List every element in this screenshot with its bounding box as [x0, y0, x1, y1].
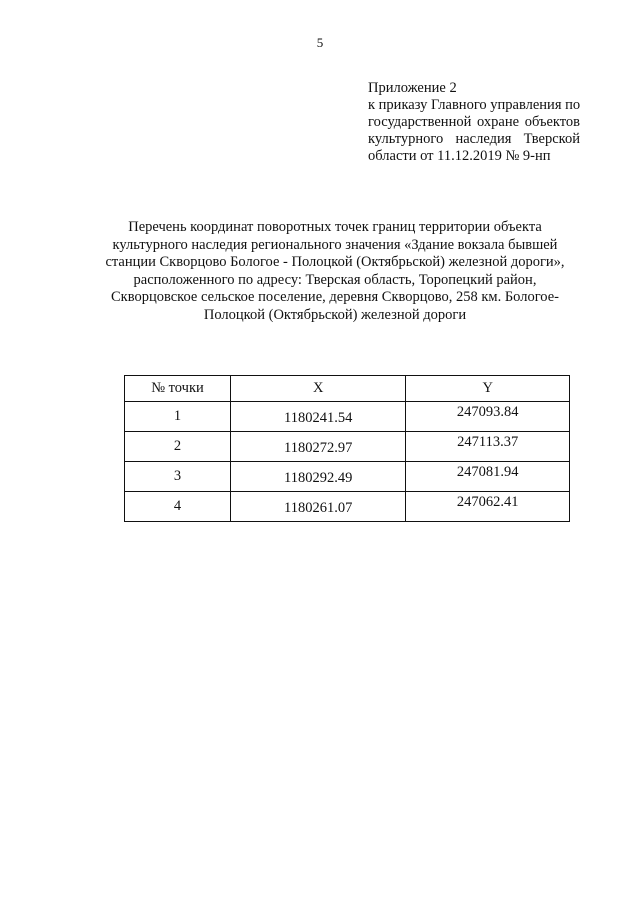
table-header-row — [125, 376, 570, 402]
header-y: Y — [406, 376, 570, 402]
heading-line: культурного наследия регионального значения «Здание вокзала бывшей — [112, 236, 558, 253]
cell-x: 1180272.97 — [230, 432, 405, 462]
cell-y: 247062.41 — [406, 492, 570, 522]
cell-x: 1180241.54 — [230, 402, 405, 432]
appendix-line: культурного наследия Тверской — [368, 131, 580, 147]
cell-point-number: 2 — [125, 432, 231, 462]
appendix-block — [368, 80, 580, 165]
cell-point-number: 3 — [125, 462, 231, 492]
heading-line: расположенного по адресу: Тверская область, Торопецкий район, — [133, 271, 537, 288]
header-point-number: № точки — [125, 376, 231, 402]
cell-point-number: 4 — [125, 492, 231, 522]
appendix-title: Приложение 2 — [368, 80, 457, 96]
heading-line: Скворцовское сельское поселение, деревня Скворцово, 258 км. Бологое- — [110, 289, 559, 306]
appendix-line: государственной охране объектов — [368, 114, 580, 130]
heading-line: станции Скворцово Бологое - Полоцкой (Октябрьской) железной дороги», — [105, 254, 565, 271]
appendix-line: области от 11.12.2019 № 9-нп — [368, 148, 551, 164]
header-x: X — [230, 376, 405, 402]
cell-y: 247113.37 — [406, 432, 570, 462]
table-row — [125, 462, 570, 492]
coordinates-table — [124, 375, 570, 522]
cell-x: 1180261.07 — [230, 492, 405, 522]
appendix-line: к приказу Главного управления по — [368, 97, 581, 113]
cell-y: 247081.94 — [406, 462, 570, 492]
table-row — [125, 492, 570, 522]
page-number: 5 — [316, 35, 324, 50]
heading-line: Перечень координат поворотных точек границ территории объекта — [128, 219, 542, 235]
document-heading — [72, 219, 598, 325]
cell-x: 1180292.49 — [230, 462, 405, 492]
cell-y: 247093.84 — [406, 402, 570, 432]
heading-line: Полоцкой (Октябрьской) железной дороги — [203, 306, 467, 323]
table-row — [125, 432, 570, 462]
cell-point-number: 1 — [125, 402, 231, 432]
table-row — [125, 402, 570, 432]
